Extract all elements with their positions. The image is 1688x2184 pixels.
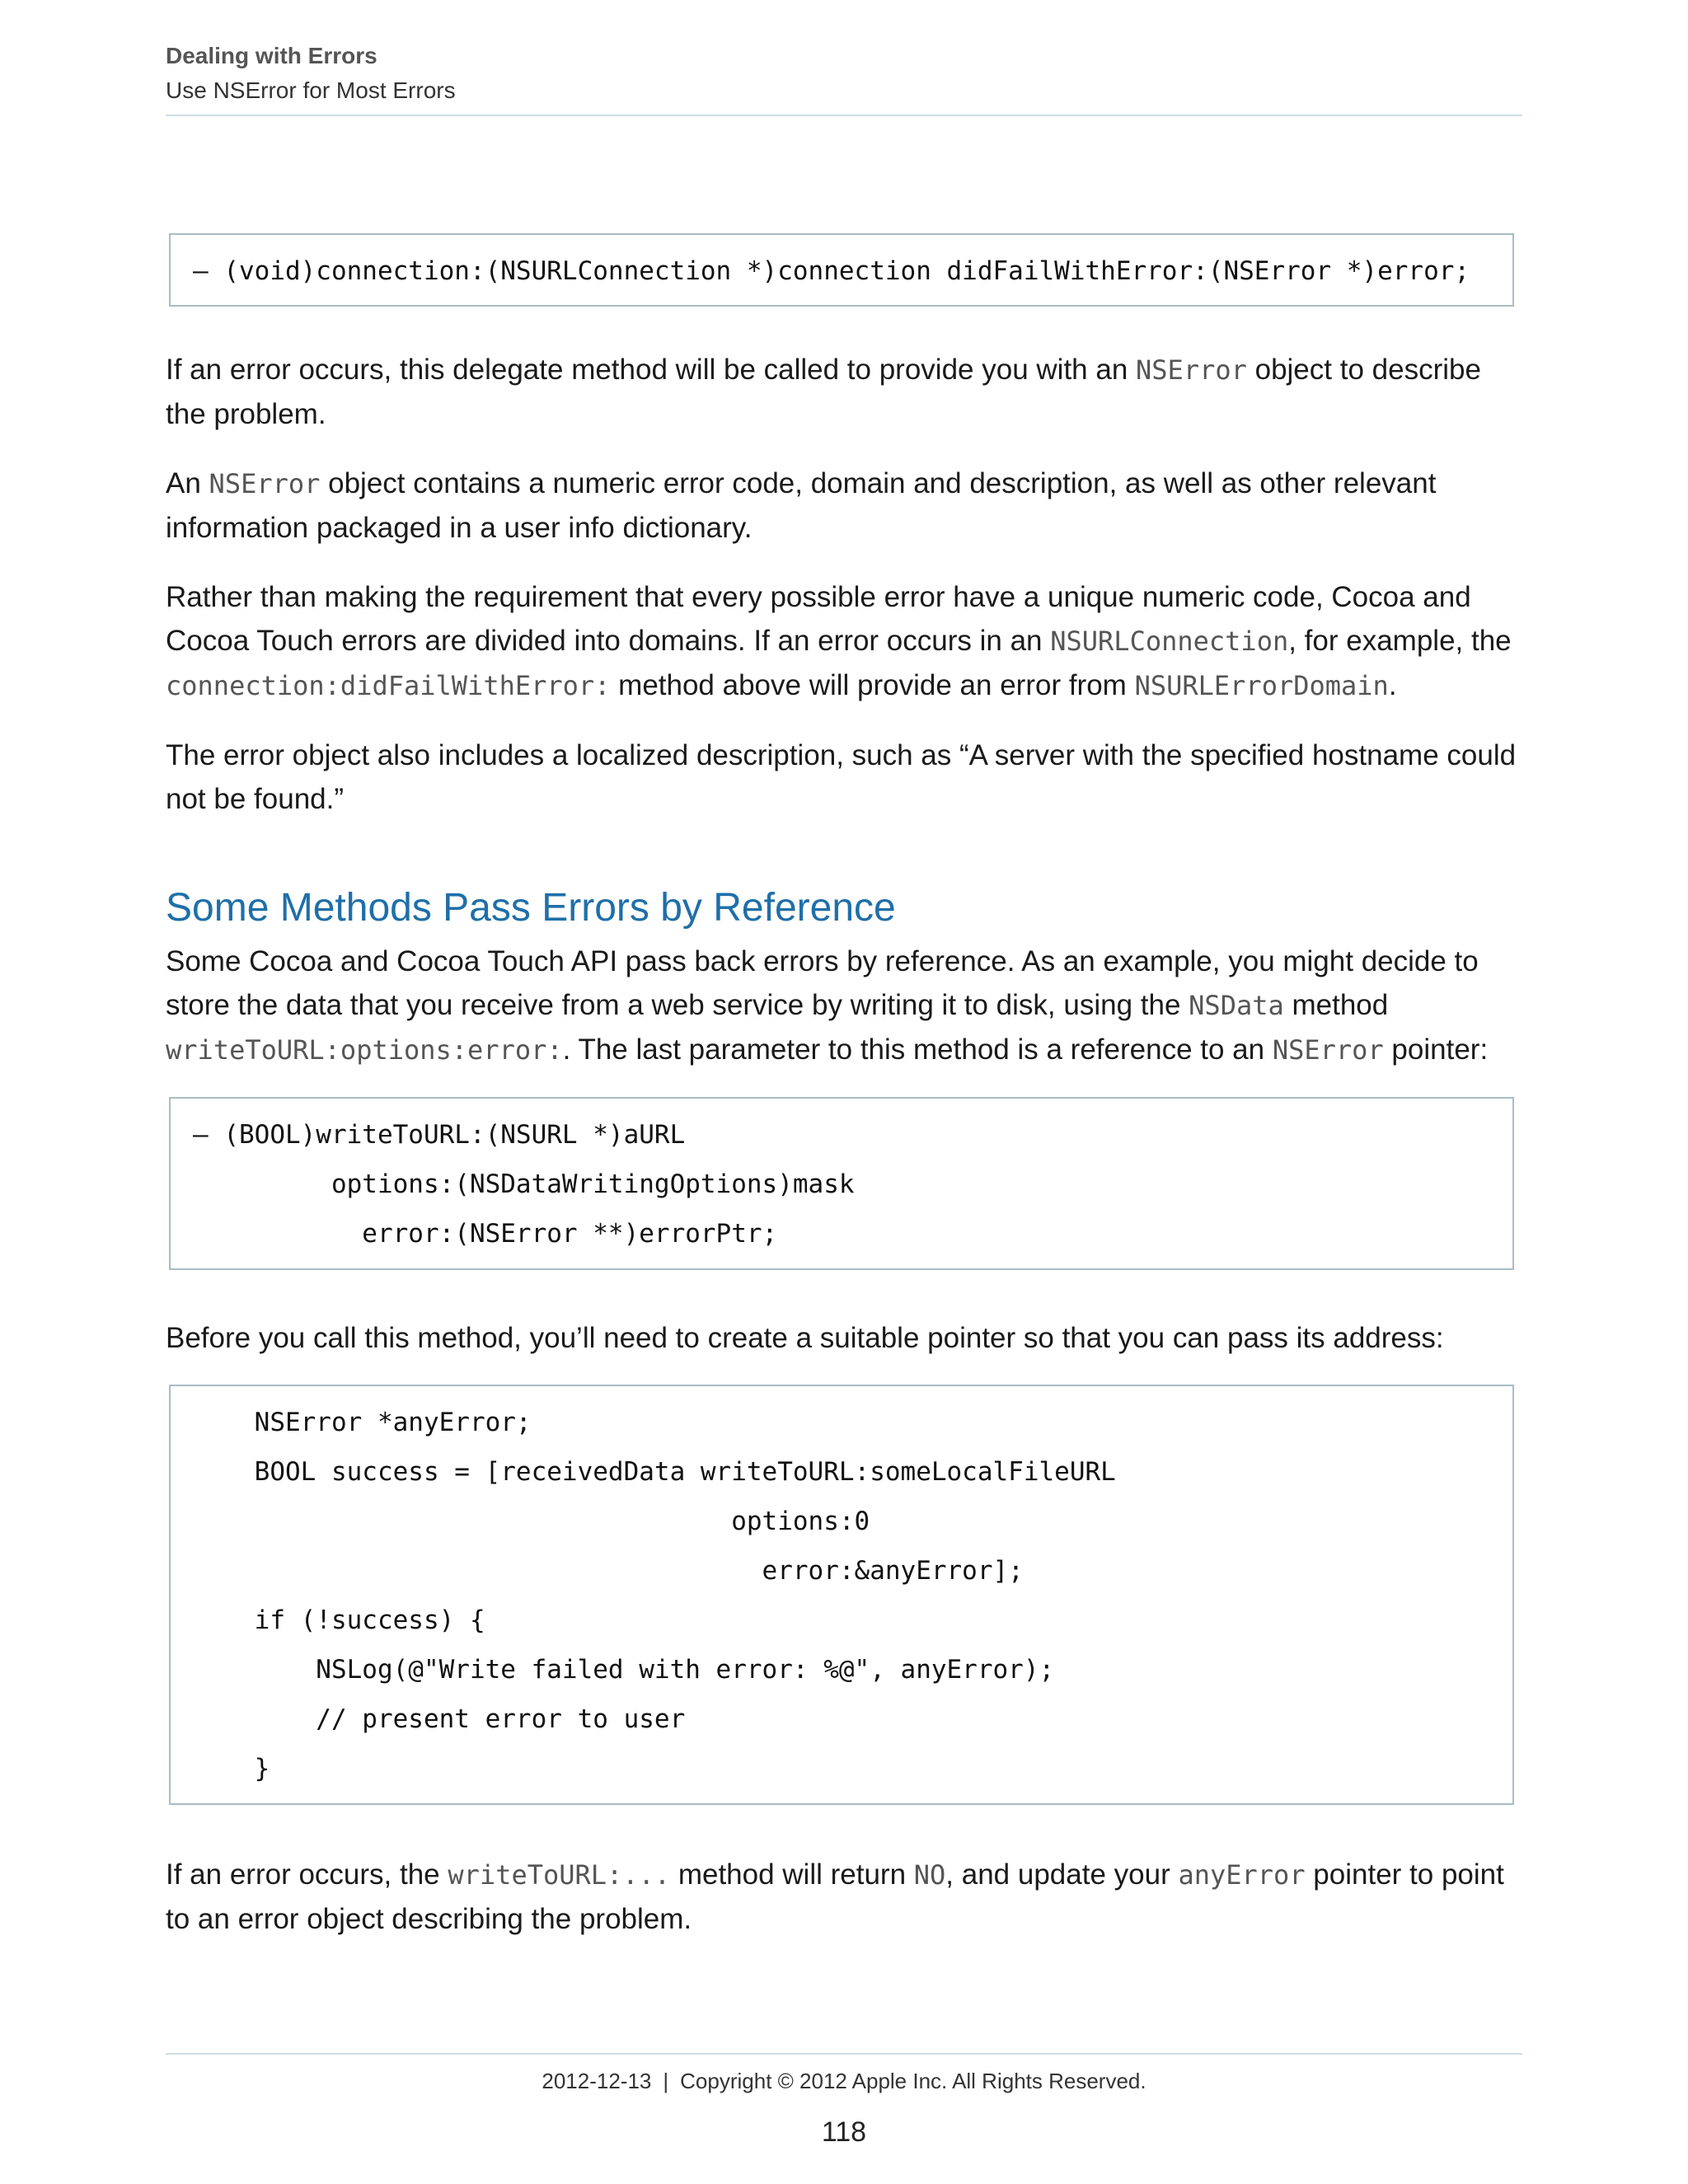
- inline-code: connection:didFailWithError:: [166, 670, 611, 701]
- text: The error object also includes a localized description, such as “A server with the specified hostname could not be found.”: [166, 739, 1517, 815]
- text: method: [1283, 989, 1389, 1021]
- text: method will return: [670, 1858, 914, 1891]
- text: Rather than making the requirement that every possible error have a unique numeric code, Cocoa and Cocoa Touch errors are divided into domains. If an error occurs in an: [166, 581, 1471, 657]
- inline-code: NO: [913, 1859, 946, 1891]
- code-line: NSLog(@"Write failed with error: %@", anyError);: [193, 1655, 1055, 1685]
- code-block-write-to-url-signature: [169, 1097, 1514, 1270]
- text: An: [166, 467, 209, 499]
- text: object contains a numeric error code, domain and description, as well as other relevant information packaged in a user info dictionary.: [166, 467, 1437, 544]
- inline-code: NSData: [1189, 990, 1284, 1021]
- paragraph-error-domains: [166, 575, 1522, 708]
- text: . The last parameter to this method is a reference to an: [562, 1033, 1273, 1066]
- code-line: options:(NSDataWritingOptions)mask: [193, 1169, 855, 1199]
- inline-code: anyError: [1178, 1859, 1306, 1891]
- inline-code: NSError: [1136, 354, 1247, 386]
- main-content: [166, 233, 1522, 1941]
- inline-code: NSError: [1272, 1034, 1384, 1066]
- text: method above will provide an error from: [610, 669, 1135, 701]
- text: If an error occurs, this delegate method will be called to provide you with an: [166, 354, 1137, 386]
- footer-date: 2012-12-13: [542, 2069, 652, 2093]
- code-line: error:(NSError **)errorPtr;: [193, 1219, 778, 1249]
- paragraph-nserror-contents: [166, 462, 1522, 550]
- code-block-write-to-url-example: [169, 1385, 1514, 1805]
- section-heading: Some Methods Pass Errors by Reference: [166, 886, 896, 930]
- text: Some Cocoa and Cocoa Touch API pass back errors by reference. As an example, you might decide to store the data that you receive from a web service by writing it to disk, using the: [166, 945, 1479, 1021]
- code-line: // present error to user: [193, 1704, 686, 1734]
- text: .: [1388, 669, 1397, 701]
- code-line: if (!success) {: [193, 1605, 485, 1635]
- code-line: NSError *anyError;: [193, 1408, 532, 1437]
- code-line: – (void)connection:(NSURLConnection *)connection didFailWithError:(NSError *)error;: [193, 256, 1470, 286]
- inline-code: NSURLConnection: [1050, 626, 1289, 657]
- inline-code: writeToURL:options:error:: [166, 1034, 563, 1066]
- paragraph-return-no: [166, 1853, 1522, 1941]
- text: pointer:: [1383, 1033, 1489, 1066]
- text: , and update your: [945, 1858, 1179, 1891]
- code-line: }: [193, 1754, 270, 1783]
- code-line: – (BOOL)writeToURL:(NSURL *)aURL: [193, 1120, 686, 1150]
- code-line: options:0: [193, 1507, 870, 1536]
- page-footer: [166, 2064, 1522, 2097]
- text: Before you call this method, you’ll need to create a suitable pointer so that you can pass its address:: [166, 1322, 1444, 1354]
- header-divider: [166, 115, 1522, 116]
- text: , for example, the: [1288, 625, 1512, 657]
- text: If an error occurs, the: [166, 1858, 448, 1891]
- paragraph-delegate: [166, 348, 1522, 436]
- inline-code: writeToURL:...: [448, 1859, 671, 1891]
- page-number: 118: [821, 2116, 867, 2148]
- code-line: BOOL success = [receivedData writeToURL:someLocalFileURL: [193, 1457, 1116, 1487]
- footer-divider: [166, 2053, 1522, 2055]
- inline-code: NSURLErrorDomain: [1134, 670, 1389, 701]
- paragraph-pass-by-reference: [166, 940, 1522, 1072]
- paragraph-localized-description: [166, 733, 1522, 821]
- text: pointer to point to an error object describing the problem.: [166, 1858, 1504, 1935]
- footer-copyright: Copyright © 2012 Apple Inc. All Rights Reserved.: [680, 2069, 1146, 2093]
- footer-separator: |: [663, 2069, 669, 2093]
- section-title: Use NSError for Most Errors: [166, 77, 456, 103]
- code-line: error:&anyError];: [193, 1556, 1024, 1586]
- paragraph-create-pointer: [166, 1316, 1522, 1360]
- text: object to describe the problem.: [166, 354, 1481, 430]
- code-block-delegate-method: [169, 233, 1514, 307]
- page-header: [166, 40, 1522, 107]
- inline-code: NSError: [209, 468, 321, 499]
- chapter-title: Dealing with Errors: [166, 43, 377, 68]
